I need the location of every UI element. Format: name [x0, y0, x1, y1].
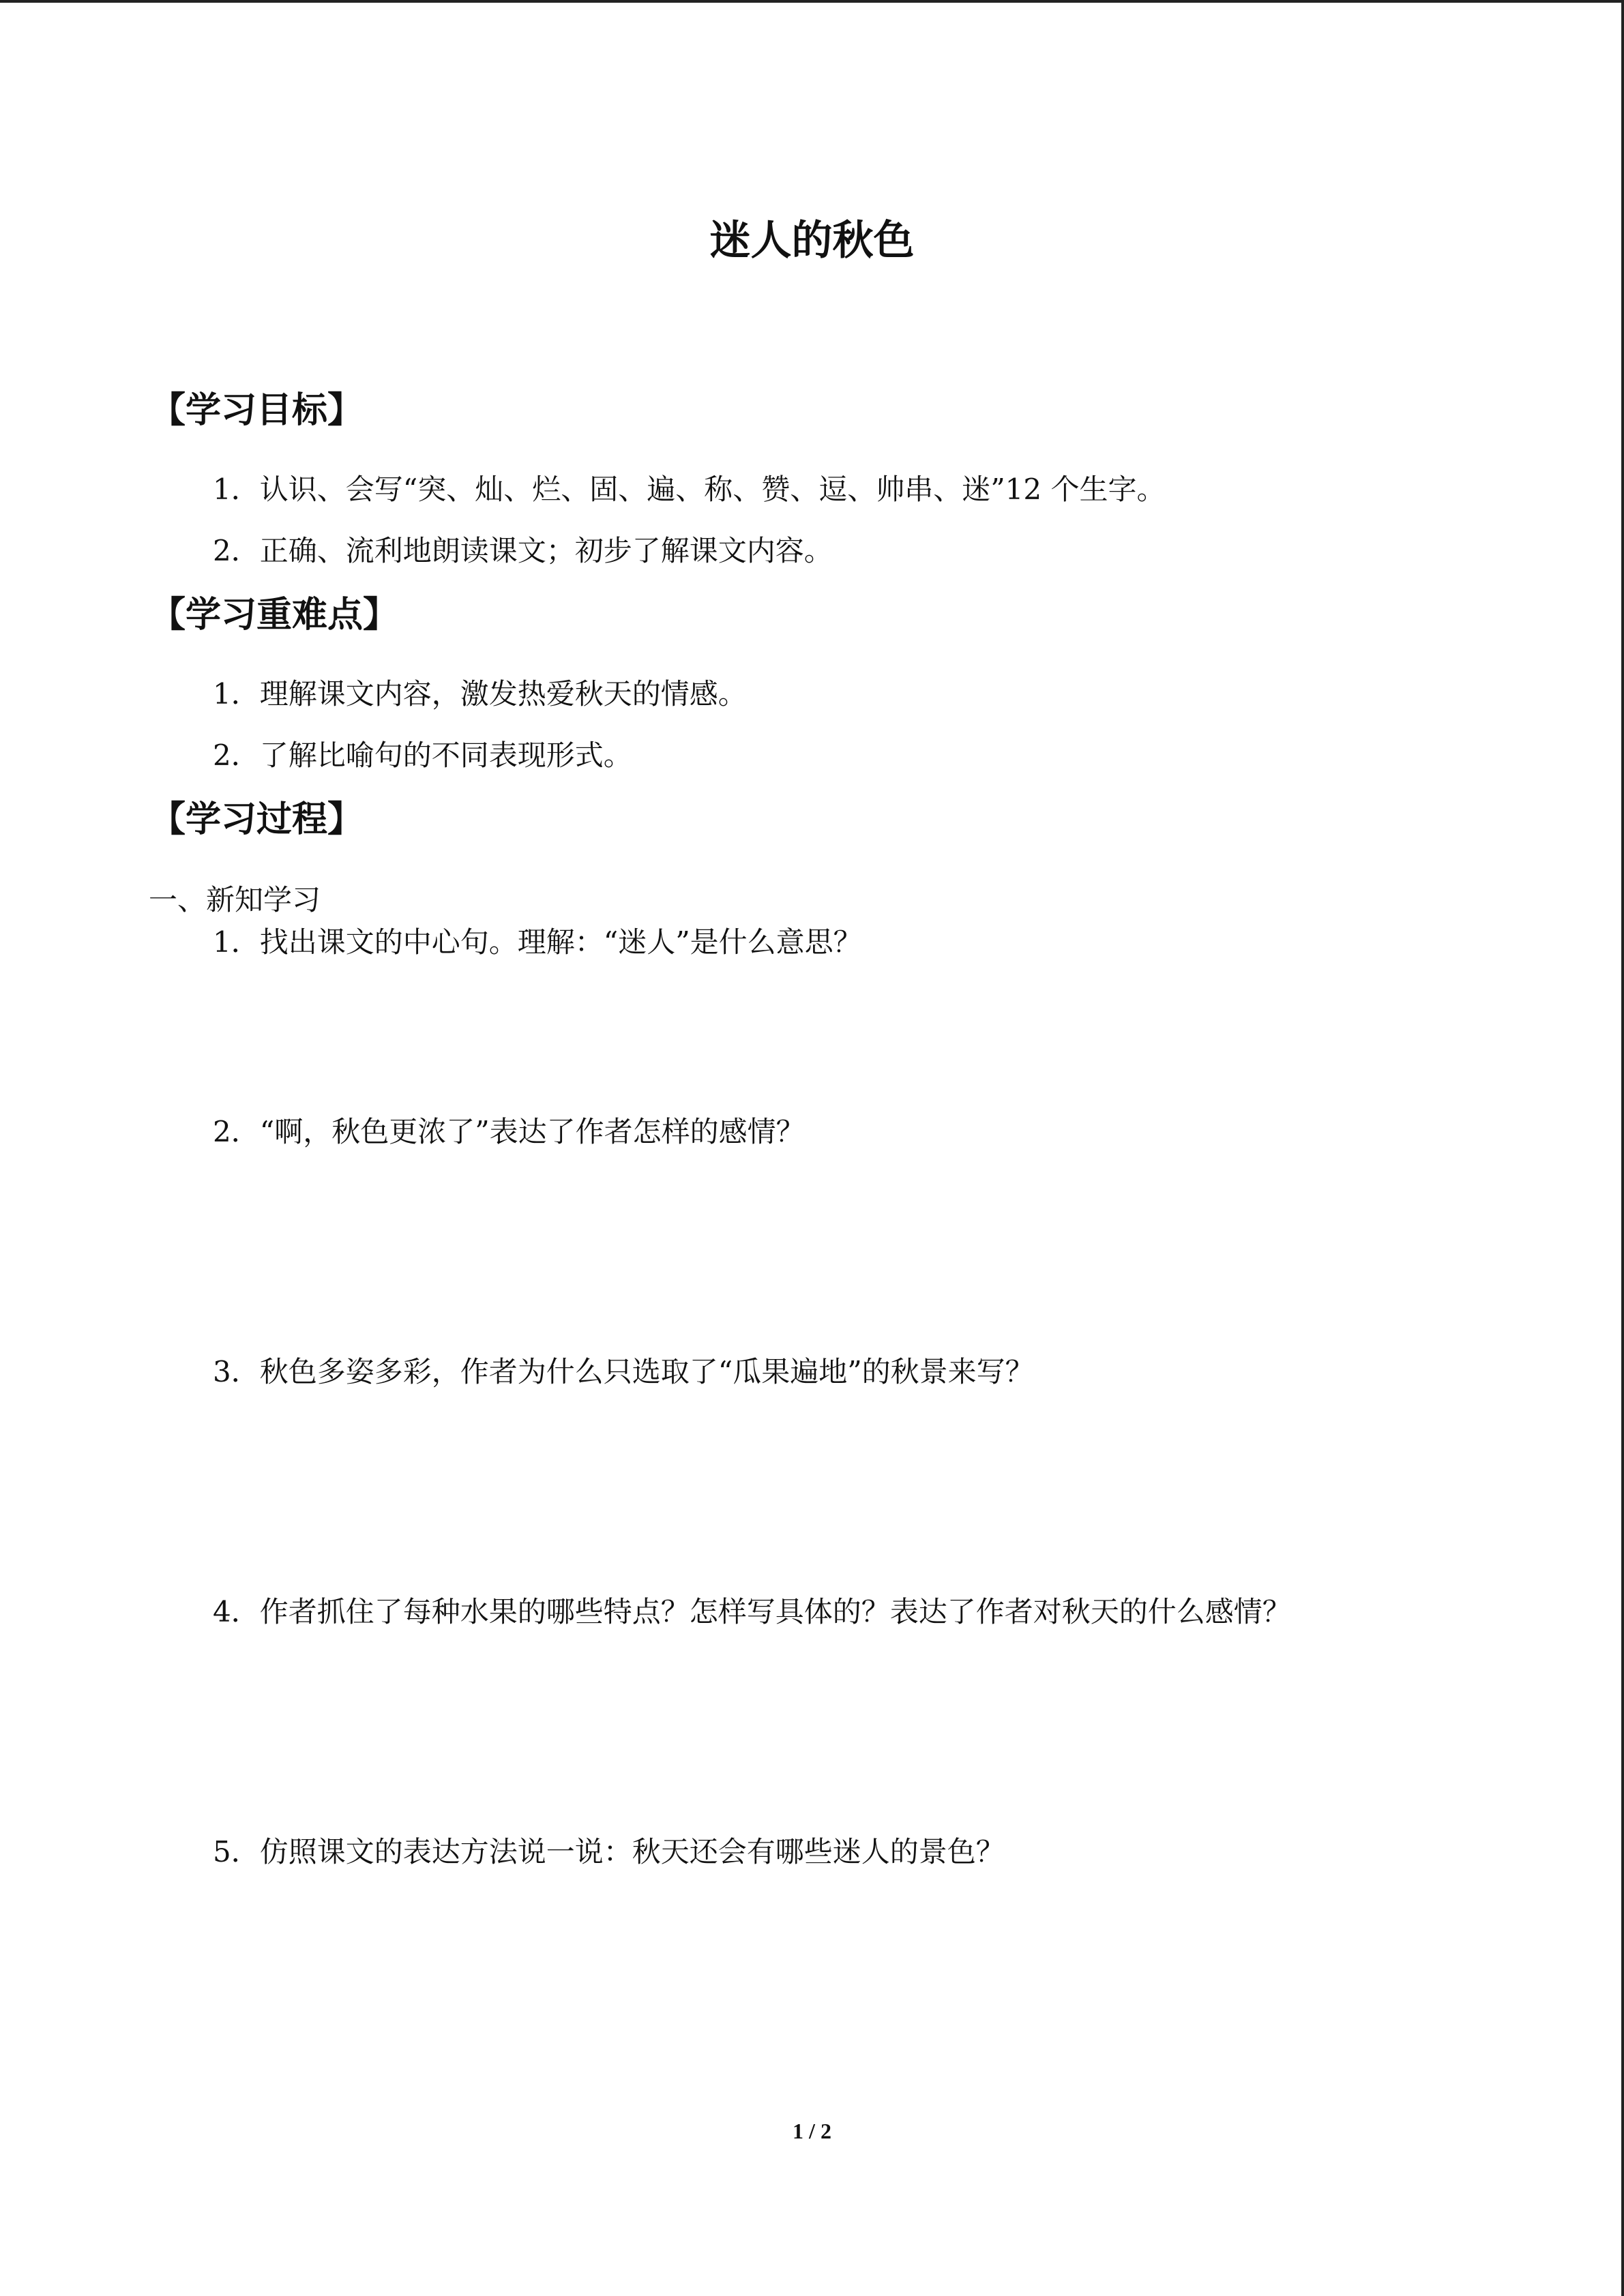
key-point-item: 2．了解比喻句的不同表现形式。 — [213, 739, 632, 772]
process-heading: 【学习过程】 — [150, 799, 364, 840]
question-item: 3．秋色多姿多彩，作者为什么只选取了“瓜果遍地”的秋景来写？ — [213, 1355, 1034, 1388]
page-number: 1 / 2 — [793, 2119, 831, 2143]
key-points-heading: 【学习重难点】 — [150, 595, 399, 636]
objectives-heading: 【学习目标】 — [150, 390, 364, 431]
objective-item: 1．认识、会写“突、灿、烂、固、遍、称、赞、逗、帅串、迷”12 个生字。 — [213, 473, 1166, 506]
question-item: 4．作者抓住了每种水果的哪些特点？怎样写具体的？表达了作者对秋天的什么感情？ — [213, 1595, 1291, 1628]
question-item: 5．仿照课文的表达方法说一说：秋天还会有哪些迷人的景色？ — [213, 1835, 1005, 1868]
new-knowledge-label: 一、新知学习 — [149, 883, 321, 916]
page-title: 迷人的秋色 — [709, 217, 915, 265]
question-item: 2．“啊，秋色更浓了”表达了作者怎样的感情？ — [213, 1115, 805, 1148]
objective-item: 2．正确、流利地朗读课文；初步了解课文内容。 — [213, 534, 833, 567]
page-border-top — [0, 0, 1624, 3]
page-border-right — [1621, 0, 1624, 2296]
key-point-item: 1．理解课文内容，激发热爱秋天的情感。 — [213, 677, 747, 711]
question-item: 1．找出课文的中心句。理解：“迷人”是什么意思？ — [213, 925, 862, 959]
